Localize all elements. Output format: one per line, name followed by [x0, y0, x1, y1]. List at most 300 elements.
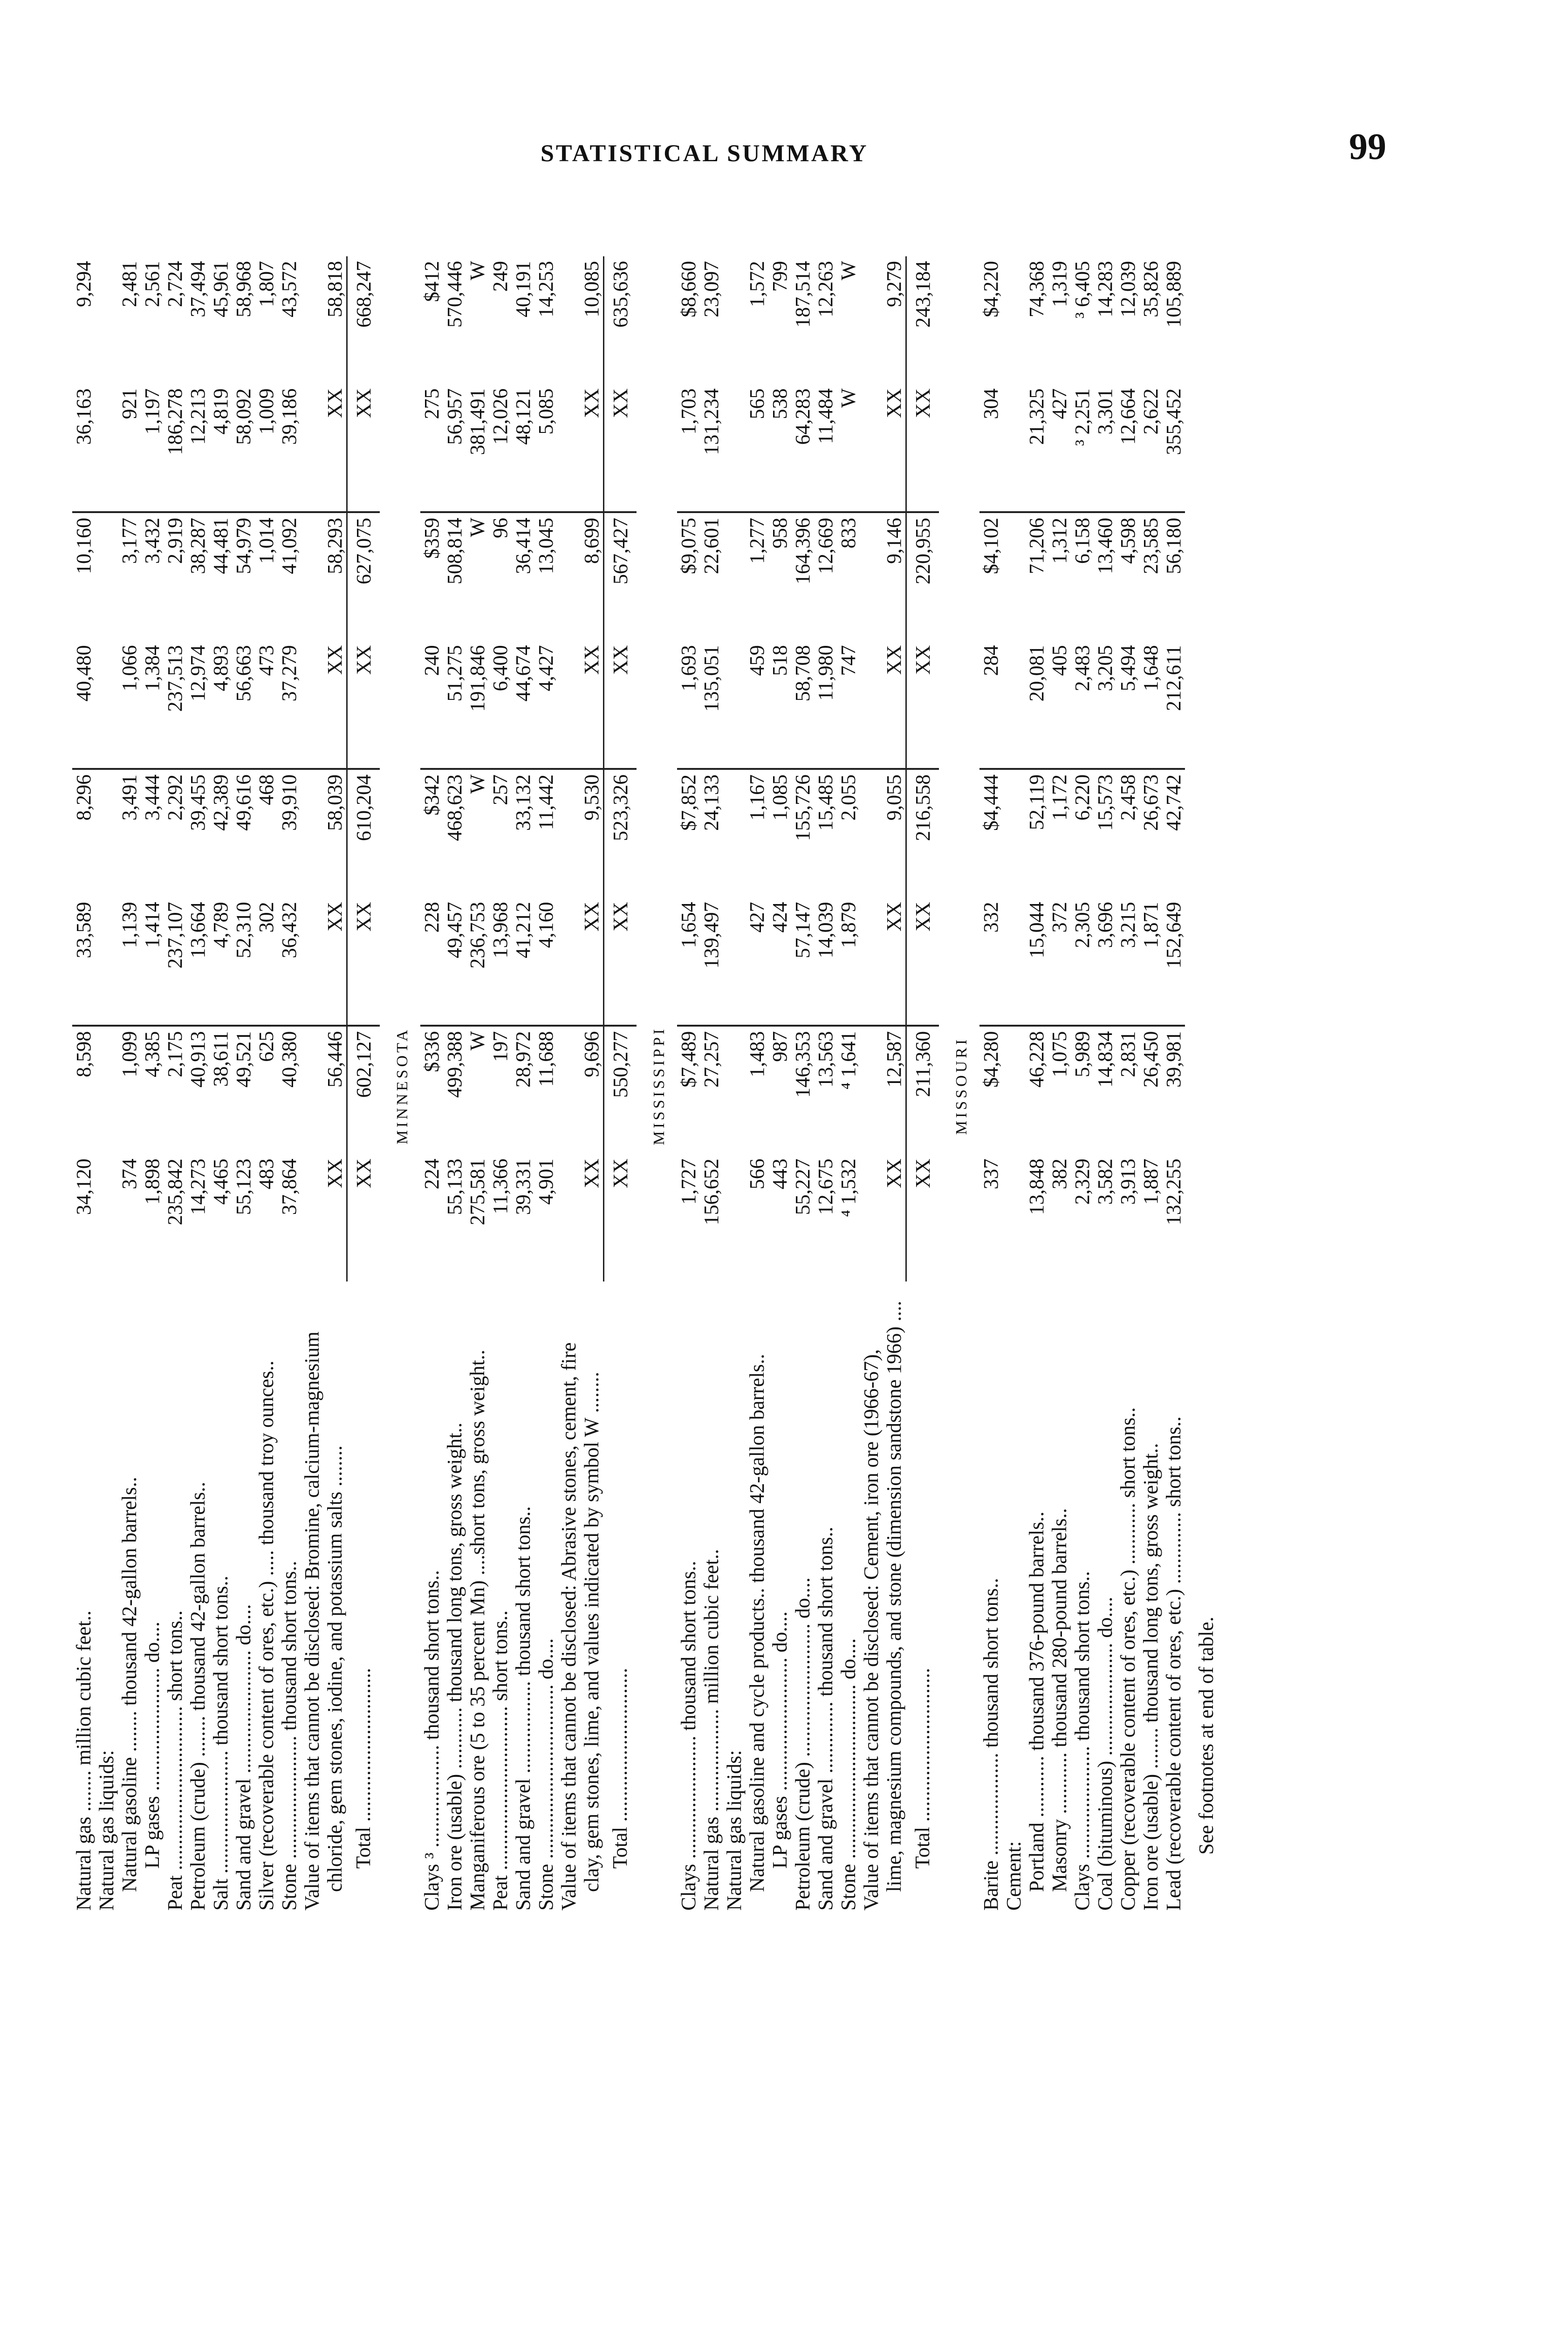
row-label: Stone .................................. do.... — [534, 1638, 557, 1911]
cell-value: 1,572 — [746, 261, 768, 307]
total-row — [604, 256, 637, 1915]
cell-value: 799 — [768, 261, 791, 292]
cell-value: 155,726 — [791, 769, 814, 897]
cell-value: 21,325 — [1025, 388, 1048, 445]
cell-value: 1,009 — [255, 388, 278, 435]
page-number: 99 — [1349, 126, 1386, 167]
cell-value: W — [837, 261, 860, 281]
cell-value: W — [466, 769, 489, 897]
cell-value — [1002, 256, 1025, 384]
cell-value — [557, 897, 580, 1025]
cell-value: 237,513 — [164, 645, 186, 712]
cell-value: W — [466, 1026, 489, 1154]
cell-value: 11,980 — [814, 645, 837, 701]
table-row — [1048, 256, 1071, 1915]
cell-value: 550,277 — [604, 1026, 637, 1154]
cell-value: 427 — [746, 902, 768, 933]
cell-value: 23,585 — [1139, 512, 1162, 640]
cell-value: 9,279 — [883, 261, 905, 307]
row-label: Petroleum (crude) ........ thousand 42-gallon barrels.. — [186, 1481, 209, 1911]
row-label: Stone ........................ thousand short tons.. — [278, 1561, 301, 1911]
cell-value: 55,123 — [232, 1158, 255, 1215]
cell-value: 55,227 — [791, 1158, 814, 1215]
cell-value: 56,180 — [1162, 512, 1185, 640]
cell-value — [301, 512, 323, 640]
cell-value: 33,132 — [512, 769, 534, 897]
row-label: Iron ore (usable) ........ thousand long tons, gross weight.. — [1139, 1443, 1162, 1911]
cell-value: 304 — [979, 388, 1002, 419]
table-row — [700, 256, 723, 1915]
cell-value: 249 — [489, 261, 512, 292]
cell-value: 48,121 — [512, 388, 534, 445]
cell-value: 284 — [979, 645, 1002, 676]
cell-value: 42,389 — [209, 769, 232, 897]
cell-value: 4,427 — [534, 645, 557, 692]
cell-value — [723, 1154, 746, 1281]
cell-value: 4,901 — [534, 1158, 557, 1205]
cell-value: 567,427 — [604, 512, 637, 640]
cell-value — [723, 897, 746, 1025]
cell-value: XX — [883, 388, 905, 418]
cell-value: 372 — [1048, 902, 1071, 933]
cell-value: 3,913 — [1116, 1158, 1139, 1205]
cell-value: 1,066 — [118, 645, 141, 692]
cell-value — [1002, 897, 1025, 1025]
cell-value: 257 — [489, 769, 512, 897]
cell-value: 1,414 — [141, 902, 164, 948]
table-row — [95, 256, 118, 1915]
row-label: Salt ........................ thousand short tons.. — [209, 1576, 232, 1911]
cell-value — [1002, 384, 1025, 512]
cell-value: 6,220 — [1071, 769, 1094, 897]
cell-value: 8,598 — [72, 1026, 95, 1154]
cell-value: 374 — [118, 1158, 141, 1190]
cell-value: 26,450 — [1139, 1026, 1162, 1154]
cell-value: 6,158 — [1071, 512, 1094, 640]
cell-value: 275 — [420, 388, 443, 419]
cell-value: XX — [347, 384, 380, 512]
cell-value: 2,458 — [1116, 769, 1139, 897]
state-heading-row — [637, 256, 677, 1915]
cell-value: 13,460 — [1094, 512, 1116, 640]
cell-value: XX — [347, 897, 380, 1025]
table-row — [860, 256, 883, 1915]
cell-value: 355,452 — [1162, 388, 1185, 455]
cell-value: 508,814 — [443, 512, 466, 640]
row-label: Lead (recoverable content of ores, etc.) .............. short tons.. — [1162, 1416, 1185, 1911]
cell-value: 212,611 — [1162, 645, 1185, 711]
cell-value — [860, 897, 883, 1025]
row-label: Value of items that cannot be disclosed: Bromine, calcium-magnesium — [301, 1331, 323, 1911]
page-header — [0, 126, 1568, 172]
row-label: Cement: — [1002, 1841, 1025, 1911]
cell-value — [723, 256, 746, 384]
cell-value: 28,972 — [512, 1026, 534, 1154]
cell-value: 625 — [255, 1026, 278, 1154]
cell-value: XX — [604, 384, 637, 512]
cell-value: XX — [604, 1154, 637, 1281]
cell-value: $359 — [420, 512, 443, 640]
table-row — [1162, 256, 1185, 1915]
cell-value: 135,051 — [700, 645, 723, 712]
cell-value: 58,039 — [323, 769, 347, 897]
state-heading: MISSOURI — [953, 1036, 970, 1135]
cell-value: 5,989 — [1071, 1026, 1094, 1154]
cell-value: 24,133 — [700, 769, 723, 897]
table-row — [883, 256, 906, 1915]
cell-value: 382 — [1048, 1158, 1071, 1190]
cell-value: 49,616 — [232, 769, 255, 897]
table-row — [1002, 256, 1025, 1915]
cell-value: 132,255 — [1162, 1158, 1185, 1226]
cell-value: 2,561 — [141, 261, 164, 307]
row-label: Total .............................. — [351, 1668, 375, 1869]
cell-value: $412 — [420, 261, 443, 302]
cell-value: 14,253 — [534, 261, 557, 317]
cell-value: 4,893 — [209, 645, 232, 692]
row-label: Sand and gravel .............. thousand short tons.. — [814, 1527, 837, 1911]
row-label: Total .............................. — [608, 1668, 631, 1869]
cell-value: 833 — [837, 512, 860, 640]
cell-value — [723, 1026, 746, 1154]
cell-value: 3,696 — [1094, 902, 1116, 948]
cell-value: 12,664 — [1116, 388, 1139, 445]
cell-value: 131,234 — [700, 388, 723, 455]
cell-value: 15,573 — [1094, 769, 1116, 897]
cell-value: 1,167 — [746, 769, 768, 897]
cell-value: 37,864 — [278, 1158, 301, 1215]
cell-value: 42,742 — [1162, 769, 1185, 897]
row-label: Sand and gravel ........................ do.... — [232, 1604, 255, 1911]
cell-value: 58,092 — [232, 388, 255, 445]
table-row — [118, 256, 141, 1915]
cell-value: 518 — [768, 645, 791, 676]
cell-value: 216,558 — [906, 769, 939, 897]
cell-value: $336 — [420, 1026, 443, 1154]
cell-value — [1002, 1026, 1025, 1154]
cell-value: 34,120 — [72, 1158, 95, 1215]
table-row — [580, 256, 604, 1915]
table-row — [979, 256, 1002, 1915]
cell-value: W — [466, 261, 489, 281]
cell-value: 9,530 — [580, 769, 604, 897]
cell-value: 146,353 — [791, 1026, 814, 1154]
cell-value: 10,160 — [72, 512, 95, 640]
cell-value: 468 — [255, 769, 278, 897]
table-row — [255, 256, 278, 1915]
cell-value: 36,163 — [72, 388, 95, 445]
cell-value: 52,119 — [1025, 769, 1048, 897]
cell-value: 54,979 — [232, 512, 255, 640]
row-label: chloride, gem stones, iodine, and potassium salts ........ — [323, 1445, 346, 1892]
cell-value: 3,205 — [1094, 645, 1116, 692]
cell-value: 40,480 — [72, 645, 95, 702]
cell-value — [723, 512, 746, 640]
cell-value: 13,968 — [489, 902, 512, 959]
cell-value: 1,887 — [1139, 1158, 1162, 1205]
cell-value: 2,481 — [118, 261, 141, 307]
cell-value: 197 — [489, 1026, 512, 1154]
cell-value: 13,563 — [814, 1026, 837, 1154]
cell-value: 236,753 — [466, 902, 489, 969]
cell-value: 237,107 — [164, 902, 186, 969]
table-row — [301, 256, 323, 1915]
row-label: Masonry ............ thousand 280-pound barrels.. — [1048, 1508, 1071, 1892]
cell-value: 2,292 — [164, 769, 186, 897]
cell-value: 39,910 — [278, 769, 301, 897]
row-label: Natural gas .................... million cubic feet.. — [700, 1549, 723, 1911]
cell-value: 240 — [420, 645, 443, 676]
cell-value: 459 — [746, 645, 768, 676]
cell-value: 3,491 — [118, 769, 141, 897]
table-row — [323, 256, 347, 1915]
cell-value: 15,485 — [814, 769, 837, 897]
row-label: Value of items that cannot be disclosed: Cement, iron ore (1966-67), — [860, 1349, 883, 1911]
cell-value: 38,287 — [186, 512, 209, 640]
cell-value: 8,699 — [580, 512, 604, 640]
cell-value: 96 — [489, 512, 512, 640]
row-label: Manganiferous ore (5 to 35 percent Mn) ....short tons, gross weight.. — [466, 1350, 489, 1911]
row-label: Stone .................................. do.... — [837, 1638, 860, 1911]
cell-value: 74,368 — [1025, 261, 1048, 317]
table-row — [420, 256, 443, 1915]
cell-value: 187,514 — [791, 261, 814, 328]
cell-value — [557, 769, 580, 897]
cell-value: 1,172 — [1048, 769, 1071, 897]
cell-value: 14,039 — [814, 902, 837, 959]
cell-value: 12,974 — [186, 645, 209, 702]
cell-value: 52,310 — [232, 902, 255, 959]
cell-value: $4,102 — [979, 512, 1002, 640]
running-title: STATISTICAL SUMMARY — [541, 140, 869, 167]
cell-value: 747 — [837, 645, 860, 676]
cell-value: XX — [883, 645, 905, 675]
cell-value: 41,092 — [278, 512, 301, 640]
statistical-summary-table — [72, 256, 1185, 1915]
cell-value: 71,206 — [1025, 512, 1048, 640]
cell-value: 3,444 — [141, 769, 164, 897]
cell-value: ⁴ 1,532 — [837, 1158, 860, 1217]
cell-value: 58,293 — [323, 512, 347, 640]
cell-value: $342 — [420, 769, 443, 897]
cell-value: $4,280 — [979, 1026, 1002, 1154]
row-label: Clays ³ .................... thousand short tons.. — [420, 1570, 443, 1911]
table-row — [141, 256, 164, 1915]
cell-value: 668,247 — [347, 256, 380, 384]
table-row — [1025, 256, 1048, 1915]
table-row — [164, 256, 186, 1915]
cell-value — [557, 1026, 580, 1154]
cell-value: 523,326 — [604, 769, 637, 897]
cell-value: 13,045 — [534, 512, 557, 640]
cell-value — [860, 769, 883, 897]
cell-value: 12,587 — [883, 1026, 906, 1154]
cell-value: XX — [580, 645, 603, 675]
cell-value: 64,283 — [791, 388, 814, 445]
cell-value: 2,724 — [164, 261, 186, 307]
cell-value — [95, 384, 118, 512]
cell-value — [95, 769, 118, 897]
cell-value: XX — [580, 388, 603, 418]
cell-value: XX — [883, 902, 905, 932]
cell-value: 1,277 — [746, 512, 768, 640]
table-row — [723, 256, 746, 1915]
cell-value: 1,807 — [255, 261, 278, 307]
cell-value: 13,664 — [186, 902, 209, 959]
cell-value: 164,396 — [791, 512, 814, 640]
cell-value: 9,294 — [72, 261, 95, 307]
cell-value: 22,601 — [700, 512, 723, 640]
state-heading-row — [939, 256, 979, 1915]
cell-value: 9,146 — [883, 512, 906, 640]
cell-value: 37,494 — [186, 261, 209, 317]
table-row — [489, 256, 512, 1915]
cell-value: 139,497 — [700, 902, 723, 969]
table-row — [837, 256, 860, 1915]
cell-value — [301, 256, 323, 384]
statistical-table-rotated — [72, 256, 1391, 1915]
cell-value — [860, 1026, 883, 1154]
cell-value: $8,660 — [677, 261, 700, 317]
cell-value — [557, 384, 580, 512]
cell-value: 6,400 — [489, 645, 512, 692]
cell-value: 15,044 — [1025, 902, 1048, 959]
table-row — [557, 256, 580, 1915]
cell-value: 2,919 — [164, 512, 186, 640]
cell-value: 49,521 — [232, 1026, 255, 1154]
cell-value: 156,652 — [700, 1158, 723, 1226]
cell-value: 2,622 — [1139, 388, 1162, 435]
cell-value: 1,075 — [1048, 1026, 1071, 1154]
cell-value — [723, 769, 746, 897]
row-label: Barite .................... thousand short tons.. — [979, 1578, 1002, 1911]
table-row — [791, 256, 814, 1915]
cell-value: 1,312 — [1048, 512, 1071, 640]
row-label: Value of items that cannot be disclosed: Abrasive stones, cement, fire — [557, 1342, 580, 1911]
cell-value: 11,484 — [814, 388, 837, 444]
table-row — [534, 256, 557, 1915]
cell-value: XX — [323, 1158, 346, 1188]
cell-value: 39,981 — [1162, 1026, 1185, 1154]
cell-value: 27,257 — [700, 1026, 723, 1154]
cell-value: 538 — [768, 388, 791, 419]
cell-value: $9,075 — [677, 512, 700, 640]
cell-value — [95, 1154, 118, 1281]
cell-value: 40,380 — [278, 1026, 301, 1154]
cell-value: 46,228 — [1025, 1026, 1048, 1154]
cell-value: 1,654 — [677, 902, 700, 948]
table-row — [1094, 256, 1116, 1915]
cell-value: 37,279 — [278, 645, 301, 702]
cell-value: 1,483 — [746, 1026, 768, 1154]
cell-value — [301, 897, 323, 1025]
cell-value: 152,649 — [1162, 902, 1185, 969]
cell-value: W — [837, 388, 860, 408]
row-label: Natural gasoline and cycle products.. thousand 42-gallon barrels.. — [746, 1354, 768, 1892]
cell-value: 468,623 — [443, 769, 466, 897]
cell-value: 14,273 — [186, 1158, 209, 1215]
cell-value: 56,446 — [323, 1026, 347, 1154]
table-row — [1139, 256, 1162, 1915]
row-label: Copper (recoverable content of ores, etc.) ............ short tons.. — [1116, 1407, 1139, 1911]
state-heading-row — [380, 256, 420, 1915]
cell-value: 13,848 — [1025, 1158, 1048, 1215]
row-label: Peat ................................ short tons.. — [164, 1610, 186, 1911]
cell-value: 45,961 — [209, 261, 232, 317]
cell-value: 3,582 — [1094, 1158, 1116, 1205]
cell-value: 483 — [255, 1158, 278, 1190]
cell-value — [860, 256, 883, 384]
cell-value: 23,097 — [700, 261, 723, 317]
cell-value: 2,483 — [1071, 645, 1094, 692]
row-label: Natural gas ........ million cubic feet.. — [72, 1610, 95, 1911]
cell-value: XX — [906, 640, 939, 768]
cell-value — [301, 640, 323, 768]
cell-value: 1,139 — [118, 902, 141, 948]
cell-value: 275,581 — [466, 1158, 489, 1226]
cell-value: $7,852 — [677, 769, 700, 897]
cell-value: ⁴ 1,641 — [837, 1026, 860, 1154]
cell-value: 55,133 — [443, 1158, 466, 1215]
row-label: Coal (bituminous) ...................... do.... — [1094, 1597, 1116, 1911]
cell-value: 11,366 — [489, 1158, 512, 1214]
cell-value — [1002, 640, 1025, 768]
cell-value: 1,384 — [141, 645, 164, 692]
cell-value: 56,957 — [443, 388, 466, 445]
cell-value: 40,191 — [512, 261, 534, 317]
cell-value — [95, 897, 118, 1025]
table-row — [72, 256, 95, 1915]
cell-value: 20,081 — [1025, 645, 1048, 702]
cell-value: 570,446 — [443, 261, 466, 328]
row-label: Petroleum (crude) .......................... do.... — [791, 1577, 814, 1911]
row-label: LP gases .......................... do.... — [768, 1611, 791, 1869]
cell-value: 12,669 — [814, 512, 837, 640]
cell-value: 427 — [1048, 388, 1071, 419]
cell-value: 1,319 — [1048, 261, 1071, 307]
row-label: Silver (recoverable content of ores, etc.) ..... thousand troy ounces.. — [255, 1360, 278, 1911]
cell-value: 332 — [979, 902, 1002, 933]
cell-value — [860, 512, 883, 640]
cell-value: 4,465 — [209, 1158, 232, 1205]
cell-value: 1,703 — [677, 388, 700, 435]
cell-value: $4,444 — [979, 769, 1002, 897]
cell-value: 566 — [746, 1158, 768, 1190]
table-row — [443, 256, 466, 1915]
cell-value: 191,846 — [466, 645, 489, 712]
cell-value: 12,263 — [814, 261, 837, 317]
cell-value: 3,215 — [1116, 902, 1139, 948]
cell-value: 1,648 — [1139, 645, 1162, 692]
cell-value: 4,385 — [141, 1026, 164, 1154]
cell-value: XX — [906, 897, 939, 1025]
table-row — [768, 256, 791, 1915]
cell-value: 627,075 — [347, 512, 380, 640]
cell-value — [723, 640, 746, 768]
cell-value: 58,968 — [232, 261, 255, 317]
cell-value: 235,842 — [164, 1158, 186, 1226]
row-label: Portland ............ thousand 376-pound barrels.. — [1025, 1511, 1048, 1892]
cell-value — [301, 1154, 323, 1281]
cell-value: XX — [604, 897, 637, 1025]
cell-value: XX — [580, 1158, 603, 1188]
table-row — [209, 256, 232, 1915]
cell-value: 39,455 — [186, 769, 209, 897]
cell-value: XX — [323, 645, 346, 675]
cell-value: 51,275 — [443, 645, 466, 702]
cell-value: 33,589 — [72, 902, 95, 959]
cell-value: ³ 2,251 — [1071, 388, 1094, 446]
